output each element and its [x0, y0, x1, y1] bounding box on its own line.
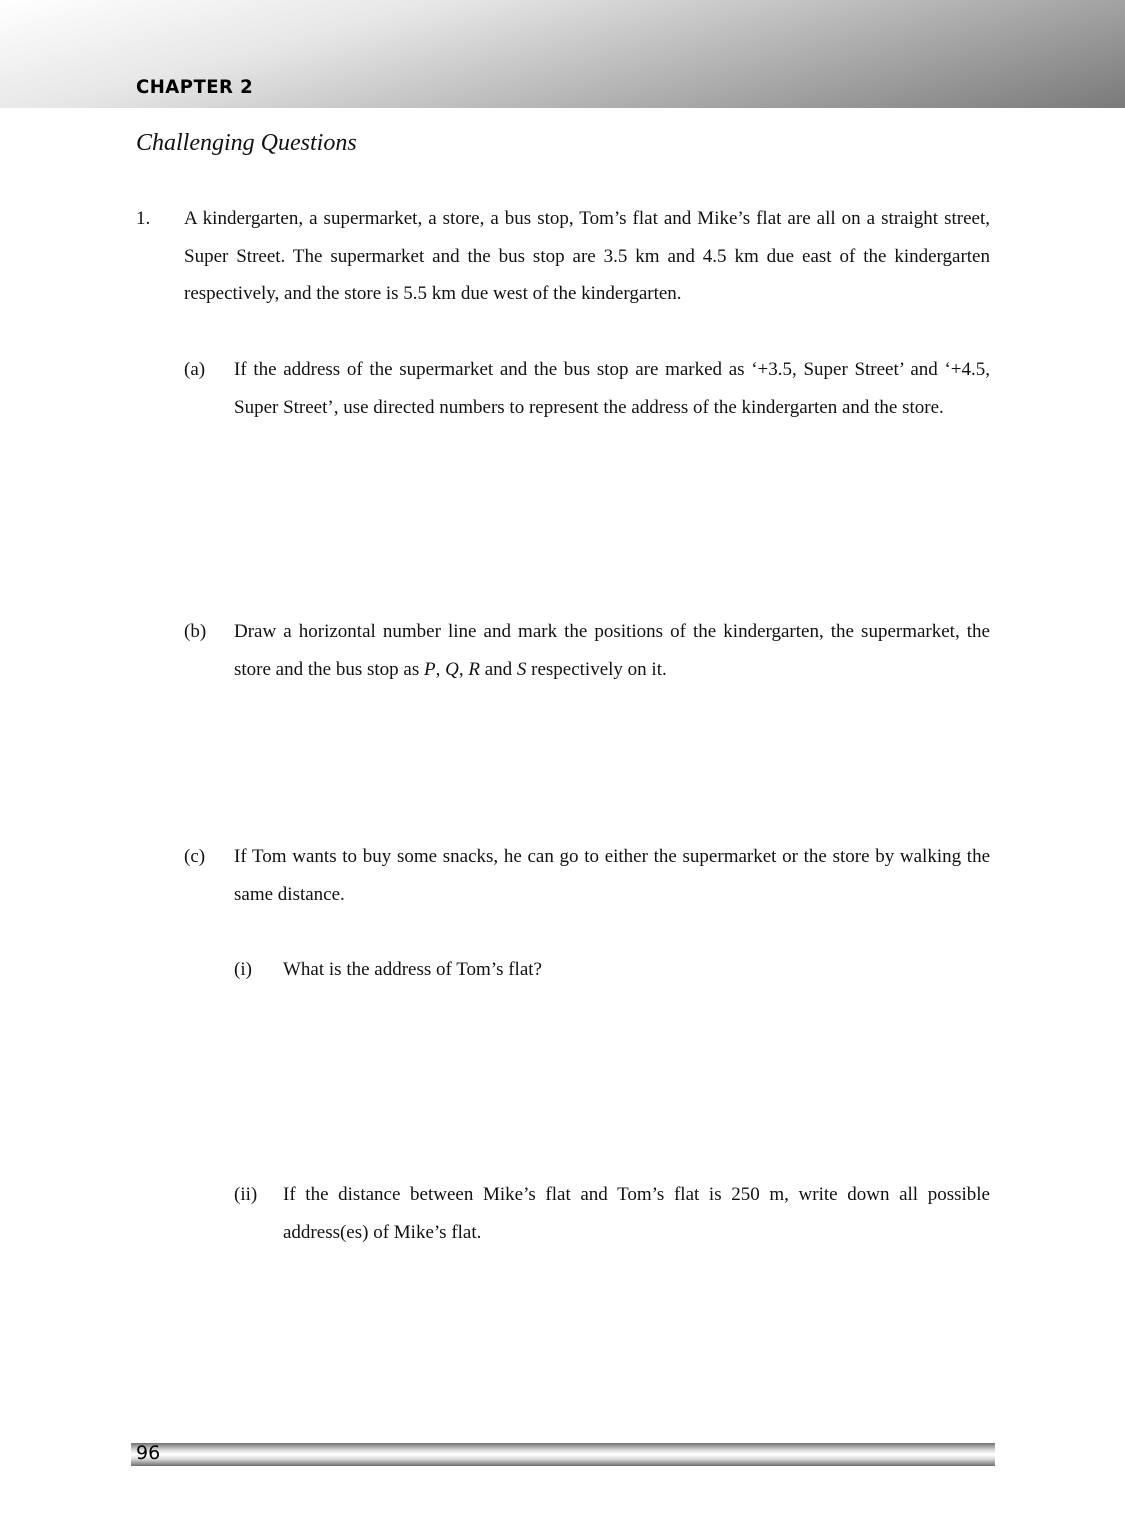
part-a-text: If the address of the supermarket and the bus stop are marked as ‘+3.5, Super Street’ and ‘+4.5, Super Street’, use directed numbers to represent the address of the kindergarten and the store. [234, 359, 990, 418]
part-c-label: (c) [184, 846, 206, 867]
page-number: 96 [136, 1442, 161, 1464]
part-b-text: Draw a horizontal number line and mark the positions of the kindergarten, the supermarket, the store and the bus stop as P, Q, R and S respectively on it. [234, 621, 990, 680]
question-text: A kindergarten, a supermarket, a store, a bus stop, Tom’s flat and Mike’s flat are all on a straight street, Super Street. The supermarket and the bus stop are 3.5 km and 4.5 km due east of the kindergarten respectively, and the store is 5.5 km due west of the kindergarten. [184, 208, 990, 304]
footer-bar [131, 1443, 995, 1466]
part-c-i-label: (i) [234, 959, 252, 980]
part-c-text: If Tom wants to buy some snacks, he can go to either the supermarket or the store by walking the same distance. [234, 846, 990, 905]
chapter-heading: CHAPTER 2 [136, 76, 254, 98]
part-c-ii-text: If the distance between Mike’s flat and Tom’s flat is 250 m, write down all possible address(es) of Mike’s flat. [283, 1184, 990, 1243]
part-c-i-text: What is the address of Tom’s flat? [283, 959, 542, 980]
section-title: Challenging Questions [136, 130, 357, 156]
part-c-ii-label: (ii) [234, 1184, 258, 1205]
question-number: 1. [136, 208, 151, 229]
part-a-label: (a) [184, 359, 206, 380]
part-b-label: (b) [184, 621, 207, 642]
